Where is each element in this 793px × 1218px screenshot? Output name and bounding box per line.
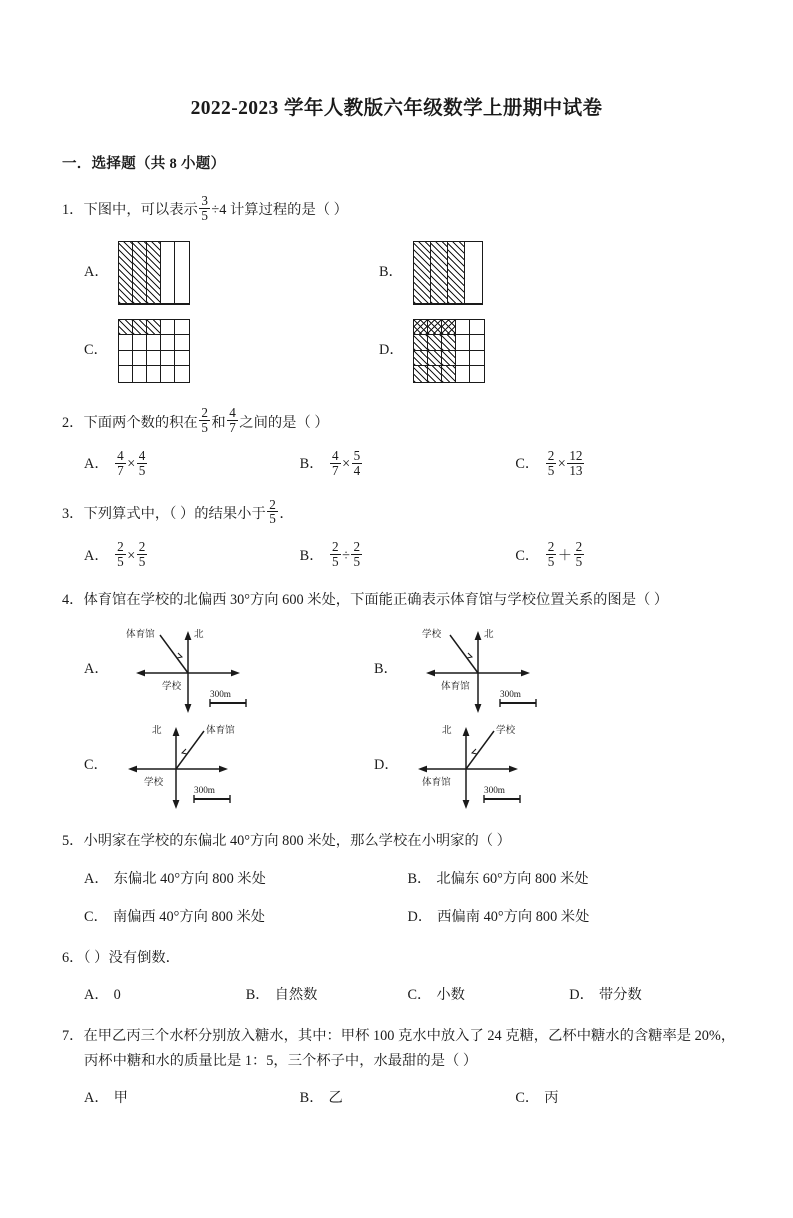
compass-row-ab [84, 621, 731, 717]
option-d-text: 西偏南 40°方向 800 米处 [437, 908, 590, 925]
grid-cell [414, 335, 428, 351]
figure-option-b[interactable] [379, 241, 674, 305]
fraction-denominator: 7 [332, 462, 339, 478]
option-a[interactable] [84, 448, 300, 480]
figure-b-grid [413, 241, 483, 305]
option-b-letter: B． [407, 870, 432, 887]
figure-a-grid [118, 241, 190, 305]
figure-option-d[interactable] [379, 319, 674, 383]
exam-page [0, 96, 793, 1218]
grid-cell [175, 351, 189, 367]
grid-cell [428, 351, 442, 367]
fraction-denominator: 7 [229, 420, 236, 436]
fraction-numerator: 2 [201, 405, 208, 421]
compass-c-scale-label: 300m [194, 785, 215, 796]
option-c-letter: C． [407, 986, 432, 1003]
fraction-numerator: 2 [353, 539, 361, 555]
option-a-letter: A． [84, 456, 109, 473]
option-a-letter: A． [84, 547, 109, 564]
fraction-4-7 [227, 406, 238, 435]
question-6-stem-text: （ ）没有倒数． [83, 949, 180, 966]
question-1 [62, 192, 731, 390]
option-c[interactable] [515, 448, 731, 480]
fraction-denominator: 5 [269, 511, 276, 527]
compass-a-label: A． [84, 660, 109, 677]
question-3-stem [62, 496, 731, 528]
option-b[interactable] [408, 867, 732, 892]
compass-d-scale-label: 300m [484, 785, 505, 796]
grid-cell [175, 242, 189, 304]
grid-cell [465, 242, 482, 304]
page-title: 2022-2023 学年人教版六年级数学上册期中试卷 [190, 98, 603, 119]
figure-c-label: C． [84, 342, 108, 359]
question-6-stem [62, 946, 731, 971]
fraction-numerator: 5 [353, 448, 361, 464]
fraction-denominator: 5 [201, 420, 208, 436]
fraction-numerator: 2 [332, 539, 339, 555]
compass-d-label: D． [374, 756, 399, 773]
grid-cell [119, 242, 133, 304]
option-b-operator: × [342, 456, 351, 473]
fraction-numerator: 4 [117, 448, 124, 464]
fraction-numerator: 2 [547, 539, 555, 555]
grid-cell [147, 335, 161, 351]
grid-cell [414, 242, 431, 304]
option-b-operator: ÷ [342, 547, 350, 564]
question-5-number: 5． [62, 833, 84, 850]
question-7-stem-line-1 [62, 1024, 736, 1049]
grid-cell [147, 242, 161, 304]
fraction-denominator: 5 [117, 554, 124, 570]
question-5-options-row-1 [84, 867, 731, 892]
grid-cell [119, 351, 133, 367]
fraction-2-5 [199, 406, 210, 435]
grid-cell [442, 335, 456, 351]
option-b-text: 北偏东 60°方向 800 米处 [436, 870, 589, 887]
grid-cell [133, 320, 147, 336]
option-c-fraction-2 [574, 540, 585, 569]
grid-cell [414, 366, 428, 382]
fraction-2-5 [267, 498, 278, 527]
figure-a-label: A． [84, 264, 109, 281]
option-c-operator: ＋ [557, 547, 573, 564]
compass-option-b[interactable] [374, 623, 664, 715]
question-7-number: 7． [62, 1027, 84, 1044]
option-b[interactable] [299, 448, 516, 480]
fraction-denominator: 5 [547, 554, 555, 570]
option-d-letter: D． [407, 908, 433, 925]
option-b-letter: B． [245, 986, 270, 1003]
figure-d-label: D． [379, 342, 404, 359]
compass-b-scale-label: 300m [500, 689, 521, 700]
question-2-number: 2． [62, 414, 84, 431]
grid-cell [133, 366, 147, 382]
option-a-text: 0 [113, 986, 121, 1003]
fraction-numerator: 12 [569, 448, 583, 464]
figure-c-grid [118, 319, 190, 383]
option-d[interactable] [569, 983, 731, 1008]
question-4-stem-text: 体育馆在学校的北偏西 30°方向 600 米处，下面能正确表示体育馆与学校位置关系的图是（ ） [83, 592, 669, 609]
option-c-letter: C． [515, 1089, 540, 1106]
question-4-diagrams [84, 621, 731, 813]
compass-diagram-c [118, 719, 298, 811]
fraction-numerator: 2 [269, 496, 276, 512]
question-1-stem-before: 下图中，可以表示 [83, 202, 198, 219]
grid-cell [414, 320, 428, 336]
figure-option-c[interactable] [84, 319, 379, 383]
grid-cell [456, 366, 470, 382]
grid-cell [147, 320, 161, 336]
grid-cell [456, 320, 470, 336]
fraction-denominator: 5 [332, 554, 339, 570]
grid-cell [161, 351, 175, 367]
option-a-operator: × [127, 547, 136, 564]
option-a[interactable] [84, 539, 300, 571]
compass-option-d[interactable] [374, 719, 664, 811]
question-5-options-row-2 [84, 905, 731, 930]
fraction-numerator: 4 [229, 405, 236, 421]
question-6 [62, 946, 731, 1008]
fraction-numerator: 2 [575, 539, 583, 555]
compass-b-ray-label: 学校 [422, 629, 442, 641]
option-b[interactable] [299, 539, 516, 571]
grid-cell [470, 320, 484, 336]
option-b-letter: B． [299, 456, 324, 473]
question-3 [62, 496, 731, 570]
option-c[interactable] [84, 905, 408, 930]
question-5 [62, 829, 731, 929]
option-a[interactable] [84, 1086, 300, 1111]
grid-cell [470, 351, 484, 367]
compass-a-ray-label: 体育馆 [126, 629, 155, 641]
grid-cell [175, 335, 189, 351]
grid-cell [414, 351, 428, 367]
grid-cell [428, 320, 442, 336]
fraction-numerator: 4 [138, 448, 146, 464]
option-a[interactable] [84, 867, 408, 892]
option-c-text: 丙 [544, 1089, 559, 1106]
option-b[interactable] [300, 1086, 516, 1111]
grid-cell [428, 335, 442, 351]
option-c-fraction-2 [567, 449, 584, 478]
fraction-numerator: 4 [332, 448, 339, 464]
option-a-operator: × [127, 456, 136, 473]
figure-option-a[interactable] [84, 241, 379, 305]
compass-b-origin-label: 体育馆 [441, 681, 470, 693]
option-b-text: 乙 [328, 1089, 343, 1106]
fraction-numerator: 2 [138, 539, 146, 555]
figure-row-cd [84, 312, 731, 390]
question-6-number: 6． [62, 949, 84, 966]
question-1-figures [84, 234, 731, 390]
question-2-stem-middle: 和 [211, 414, 226, 431]
option-c-letter: C． [515, 547, 540, 564]
grid-cell [428, 366, 442, 382]
question-1-stem-after: ÷4 计算过程的是（ ） [211, 202, 348, 219]
compass-b-north-label: 北 [484, 629, 494, 641]
compass-b-label: B． [374, 660, 398, 677]
question-2-stem-after: 之间的是（ ） [239, 414, 329, 431]
grid-cell [119, 366, 133, 382]
compass-d-north-label: 北 [442, 725, 452, 737]
compass-a-north-label: 北 [194, 629, 204, 641]
grid-cell [161, 335, 175, 351]
question-2 [62, 405, 731, 479]
grid-cell [147, 351, 161, 367]
question-3-number: 3． [62, 506, 84, 523]
option-d-letter: D． [569, 986, 594, 1003]
grid-cell [133, 242, 147, 304]
grid-cell [442, 320, 456, 336]
compass-a-scale-label: 300m [210, 689, 231, 700]
section-heading: 一．选择题（共 8 小题） [62, 156, 226, 173]
compass-d-origin-label: 体育馆 [422, 777, 451, 789]
grid-cell [147, 366, 161, 382]
figure-row-ab [84, 234, 731, 312]
compass-option-c[interactable] [84, 719, 374, 811]
grid-cell [456, 351, 470, 367]
question-3-options [84, 539, 731, 571]
option-b-letter: B． [299, 1089, 324, 1106]
question-5-stem [62, 829, 731, 854]
compass-diagram-d [408, 719, 588, 811]
option-c-fraction-1 [546, 449, 557, 478]
compass-diagram-b [408, 623, 588, 715]
question-1-number: 1． [62, 202, 84, 219]
grid-cell [119, 335, 133, 351]
grid-cell [442, 351, 456, 367]
compass-c-north-label: 北 [152, 725, 162, 737]
grid-cell [470, 366, 484, 382]
question-5-stem-text: 小明家在学校的东偏北 40°方向 800 米处，那么学校在小明家的（ ） [83, 833, 511, 850]
option-a-text: 东偏北 40°方向 800 米处 [113, 870, 266, 887]
option-d[interactable] [408, 905, 732, 930]
option-a-fraction-2 [137, 540, 148, 569]
question-4-stem [62, 588, 731, 613]
question-7-options [84, 1086, 731, 1111]
grid-cell [133, 335, 147, 351]
fraction-denominator: 5 [201, 207, 208, 223]
question-7 [62, 1024, 736, 1111]
fraction-denominator: 5 [353, 554, 361, 570]
compass-row-cd [84, 717, 731, 813]
option-b-fraction-2 [351, 540, 362, 569]
question-2-stem-before: 下面两个数的积在 [83, 414, 198, 431]
question-7-stem-text-1: 在甲乙丙三个水杯分别放入糖水，其中：甲杯 100 克水中放入了 24 克糖，乙杯中糖水的含糖率是 20%， [83, 1027, 736, 1044]
grid-cell [470, 335, 484, 351]
option-c-operator: × [557, 456, 566, 473]
option-b[interactable] [246, 983, 408, 1008]
fraction-denominator: 13 [569, 462, 583, 478]
option-c-text: 南偏西 40°方向 800 米处 [112, 908, 266, 925]
grid-cell [448, 242, 465, 304]
option-a-fraction-2 [137, 449, 148, 478]
option-d-text: 带分数 [598, 986, 642, 1003]
figure-b-label: B． [379, 264, 403, 281]
option-a-fraction-1 [115, 449, 126, 478]
question-1-stem [62, 192, 731, 224]
fraction-numerator: 2 [117, 539, 124, 555]
option-a-letter: A． [84, 870, 109, 887]
grid-cell [161, 320, 175, 336]
option-b-text: 自然数 [274, 986, 318, 1003]
compass-c-label: C． [84, 756, 108, 773]
option-c-letter: C． [515, 456, 540, 473]
option-a[interactable] [84, 983, 246, 1008]
question-6-options [84, 983, 731, 1008]
question-2-stem [62, 405, 731, 437]
compass-a-origin-label: 学校 [162, 681, 182, 693]
option-b-fraction-2 [352, 449, 363, 478]
option-a-letter: A． [84, 986, 109, 1003]
grid-cell [175, 320, 189, 336]
grid-cell [442, 366, 456, 382]
option-c[interactable] [515, 539, 731, 571]
option-a-letter: A． [84, 1089, 109, 1106]
option-c-fraction-1 [546, 540, 557, 569]
option-b-fraction-1 [330, 540, 341, 569]
grid-cell [456, 335, 470, 351]
compass-diagram-a [118, 623, 298, 715]
fraction-denominator: 4 [353, 462, 361, 478]
fraction-denominator: 7 [117, 462, 124, 478]
fraction-denominator: 5 [138, 554, 146, 570]
fraction-denominator: 5 [575, 554, 583, 570]
question-4-number: 4． [62, 592, 84, 609]
question-3-stem-before: 下列算式中，（ ）的结果小于 [83, 506, 266, 523]
compass-c-ray-label: 体育馆 [206, 725, 235, 737]
fraction-denominator: 5 [547, 462, 555, 478]
figure-d-grid [413, 319, 485, 383]
option-a-text: 甲 [113, 1089, 128, 1106]
grid-cell [431, 242, 448, 304]
option-c-letter: C． [84, 908, 108, 925]
fraction-numerator: 2 [547, 448, 555, 464]
grid-cell [175, 366, 189, 382]
grid-cell [161, 366, 175, 382]
grid-cell [161, 242, 175, 304]
question-2-options [84, 448, 731, 480]
option-b-fraction-1 [330, 449, 341, 478]
option-c[interactable] [515, 1086, 731, 1111]
option-c-text: 小数 [436, 986, 465, 1003]
compass-option-a[interactable] [84, 623, 374, 715]
fraction-3-5 [199, 194, 210, 223]
option-c[interactable] [408, 983, 570, 1008]
question-4 [62, 588, 731, 813]
option-b-letter: B． [299, 547, 324, 564]
fraction-denominator: 5 [138, 462, 146, 478]
compass-c-origin-label: 学校 [144, 777, 164, 789]
fraction-numerator: 3 [201, 192, 208, 208]
question-3-stem-after: ． [279, 506, 294, 523]
option-a-fraction-1 [115, 540, 126, 569]
grid-cell [133, 351, 147, 367]
question-7-stem-line-2: 丙杯中糖和水的质量比是 1：5，三个杯子中，水最甜的是（ ） [84, 1052, 478, 1069]
grid-cell [119, 320, 133, 336]
compass-d-ray-label: 学校 [496, 725, 516, 737]
